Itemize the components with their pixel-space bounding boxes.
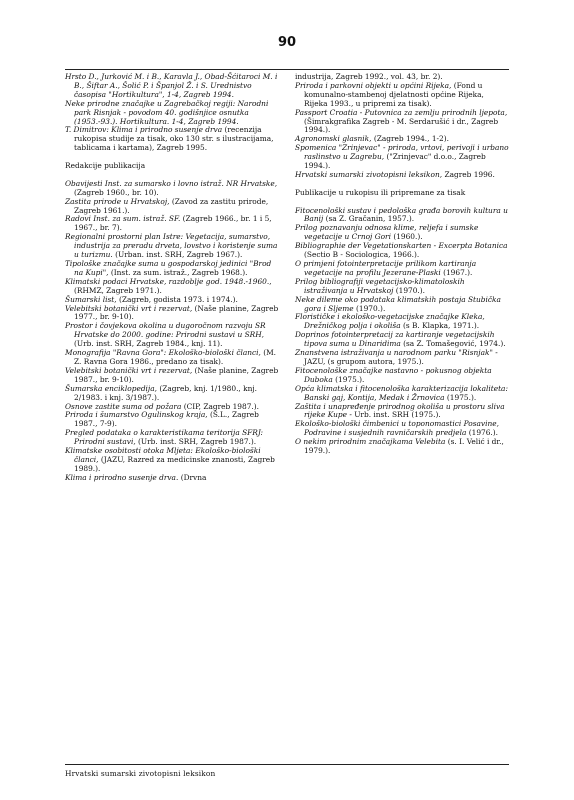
entry-title: Regionalni prostorni plan Istre: Vegetacija, sumarstvo, industrija za preradu drveta, lovstvo i koristenje suma u turizmu. xyxy=(65,232,278,260)
left-column xyxy=(65,73,279,483)
bibliography-entry xyxy=(295,224,509,242)
bibliography-entry xyxy=(295,242,509,260)
entry-title: Fitocenološke značajke nastavno - pokusnog objekta Duboka xyxy=(295,365,492,384)
entry-title: Šumarska enciklopedija, xyxy=(65,383,157,393)
header-rule xyxy=(65,69,509,70)
bibliography-entry xyxy=(295,260,509,278)
entry-title: Prostor i čovjekova okolina u dugoročnom razvoju SR Hrvatske do 2000. godine: Prirodni sustavi u SRH, xyxy=(65,321,266,340)
entry-title: Hrvatski sumarski zivotopisni leksikon, xyxy=(295,169,443,179)
entry-details: (1975.). xyxy=(335,374,365,384)
entry-title: Tipološke značajke suma u gospodarskoj jedinici "Brod na Kupi", xyxy=(65,259,272,277)
entry-details: (sa Z. Gračanin, 1957.). xyxy=(325,214,415,224)
bibliography-entry xyxy=(65,411,279,429)
bibliography-entry xyxy=(295,296,509,314)
entry-details: (Naše planine, Zagreb 1977., br. 9-10). xyxy=(74,303,279,322)
right-column xyxy=(295,73,509,456)
entry-title: Klima i prirodno susenje drva. xyxy=(65,472,179,482)
entry-details: (1976.). xyxy=(468,428,499,438)
entry-title: Florističke i ekološko-vegetacijske značajke Kleka, Drežničkog polja i okoliša xyxy=(295,312,485,331)
entry-title: Monografija "Ravna Gora": Ekološko-biološki članci, xyxy=(65,348,261,358)
entry-title: Passport Croatia - Putovnica za zemlju prirodnih ljepota, xyxy=(295,107,508,117)
entry-title: Doprinos fotointerpretacij za kartiranje vegetacijskih tipova suma u Dinaridima xyxy=(295,330,495,349)
bibliography-entry xyxy=(295,144,509,171)
entry-title: Šumarski list, xyxy=(65,294,117,304)
entry-title: Prilog bibliografiji vegetacijsko-klimatoloskih istraživanja u Hrvatskoj xyxy=(295,276,465,295)
bibliography-entry xyxy=(295,278,509,296)
bibliography-entry xyxy=(295,82,509,109)
section-heading: Publikacije u rukopisu ili pripremane za tisak xyxy=(295,187,466,197)
entry-details: (s B. Klapka, 1971.). xyxy=(402,321,480,331)
bibliography-entry xyxy=(295,385,509,403)
entry-title: Ekološko-biološki čimbenici u toponomastici Posavine, Podravine i susjednih ravničarskih predjela xyxy=(295,419,499,438)
entry-details: (RHMZ, Zagreb 1971.). xyxy=(74,285,162,295)
entry-details: (Naše planine, Zagreb 1987., br. 9-10). xyxy=(74,365,279,384)
bibliography-entry xyxy=(295,313,509,331)
bibliography-entry xyxy=(65,126,279,153)
bibliography-entry xyxy=(65,73,279,100)
entry-title: Klimatske osobitosti otoka Mljeta: Ekološko-biološki članci, xyxy=(65,446,261,464)
entry-details: (Zavod za zastitu prirode, Zagreb 1961.). xyxy=(74,196,269,215)
entry-title: T. Dimitrov: Klima i prirodno susenje drva xyxy=(65,125,223,135)
entry-title: Fitocenološki sustav i pedološka građa borovih kultura u Banij xyxy=(295,205,508,224)
entry-title: Velebitski botanički vrt i rezervat, xyxy=(65,365,193,375)
bibliography-entry xyxy=(295,349,509,367)
entry-title: Znanstvena istraživanja u narodnom parku "Risnjak" - xyxy=(295,348,498,358)
section-heading: Redakcije publikacija xyxy=(65,161,146,171)
entry-details: (1967.). xyxy=(443,267,473,277)
bibliography-entry xyxy=(65,385,279,403)
entry-details: (sa Z. Tomašegović, 1974.). xyxy=(403,339,506,349)
bibliography-entry xyxy=(295,331,509,349)
page-number: 90 xyxy=(277,35,297,50)
entry-title: Zaštita i unapređenje prirodnog okoliša u prostoru sliva rijeke Kupe - xyxy=(295,401,505,420)
bibliography-entry xyxy=(65,322,279,349)
entry-details: (Drvna xyxy=(180,472,207,482)
entry-title: Opća klimatska i fitocenološka karakterizacija lokaliteta: Banski gaj, Kontija, Medak i Žrnovica xyxy=(295,383,508,402)
bibliography-entry xyxy=(65,233,279,260)
entry-title: Bibliographie der Vegetationskarten - Excerpta Botanica xyxy=(295,241,508,251)
entry-title: Zastita prirode u Hrvatskoj, xyxy=(65,196,170,206)
entry-details: (Š.L., Zagreb 1987., 7-9). xyxy=(74,410,259,429)
footer-rule xyxy=(65,764,509,765)
entry-details: Urb. inst. SRH (1975.). xyxy=(354,410,441,420)
entry-details: ("Zrinjevac" d.o.o., Zagreb 1994.). xyxy=(304,152,486,171)
bibliography-entry xyxy=(295,367,509,385)
entry-details: (Zagreb 1966., br. 1 i 5, 1967., br. 7). xyxy=(74,214,272,233)
entry-details: Zagreb 1996. xyxy=(444,169,495,179)
entry-details: (Šimrakgrafika Zagreb - M. Serdarušić i dr., Zagreb 1994.). xyxy=(304,116,499,135)
bibliography-entry xyxy=(65,260,279,278)
entry-details: (CIP, Zagreb 1987.). xyxy=(183,401,259,411)
entry-details: (s. I. Velić i dr., 1979.). xyxy=(304,437,504,456)
bibliography-entry xyxy=(295,438,509,456)
entry-title: Obavijesti Inst. za sumarsko i lovno istraž. NR Hrvatske, xyxy=(65,178,278,188)
bibliography-entry xyxy=(65,198,279,216)
entry-details: (Zagreb, godista 1973. i 1974.). xyxy=(118,294,238,304)
bibliography-entry xyxy=(65,278,279,296)
bibliography-entry xyxy=(295,171,509,180)
entry-title: Velebitski botanički vrt i rezervat, xyxy=(65,303,193,313)
entry-details: (Sectio B - Sociologica, 1966.). xyxy=(304,250,420,260)
entry-details: (M. Z. Ravna Gora 1986., predano za tisak). xyxy=(74,348,277,366)
entry-details: (1970.). xyxy=(356,303,386,313)
entry-details: (Zagreb, knj. 1/1980., knj. 2/1983. i knj. 3/1987.). xyxy=(74,383,257,402)
entry-title: O primjeni fotointerpretacije prilikom kartiranja vegetacije na profilu Jezerane-Plaski xyxy=(295,259,477,277)
entry-title: Osnove zastite suma od požara xyxy=(65,401,182,411)
bibliography-entry xyxy=(65,429,279,447)
entry-details: (1960.). xyxy=(393,232,423,242)
entry-title: Priroda i parkovni objekti u općini Rijeka, xyxy=(295,80,452,90)
bibliography-entry xyxy=(295,109,509,136)
entry-details: industrija, Zagreb 1992., vol. 43, br. 2). xyxy=(295,72,443,81)
entry-title: Spomenica "Zrinjevac" - priroda, vrtovi, perivoji i urbano raslinstvo u Zagrebu, xyxy=(295,143,509,162)
bibliography-entry xyxy=(295,420,509,438)
entry-details: (Zagreb 1960., br. 10). xyxy=(74,187,159,197)
bibliography-entry xyxy=(65,474,279,483)
entry-details: (Urb. inst. SRH, Zagreb 1984., knj. 11). xyxy=(74,339,223,349)
entry-title: Neke prirodne značajke u Zagrebačkoj regiji: Narodni park Risnjak - povodom 40. godišnjice osnutka (1953.-93.). Hortikultura. 1-4, Zagreb 1994. xyxy=(65,98,269,126)
entry-details: (Urban. inst. SRH, Zagreb 1967.). xyxy=(115,250,243,260)
entry-details: (recenzija rukopisa studije za tisak, oko 130 str. s ilustracijama, tablicama i kartama), Zagreb 1995. xyxy=(74,125,274,153)
bibliography-entry xyxy=(295,403,509,421)
entry-title: Prilog poznavanju odnosa klime, reljefa i sumske vegetacije u Crnoj Gori xyxy=(295,223,479,242)
bibliography-entry xyxy=(65,100,279,127)
entry-title: Klimatski podaci Hrvatske, razdoblje god. 1948.-1960., xyxy=(65,276,272,286)
entry-details: (Fond u komunalno-stambenoj djelatnosti općine Rijeka, Rijeka 1993., u pripremi za tisak). xyxy=(304,80,484,108)
entry-details: (1970.). xyxy=(395,285,426,295)
entry-title: O nekim prirodnim značajkama Velebita xyxy=(295,437,446,447)
bibliography-entry xyxy=(65,367,279,385)
entry-details: (Zagreb 1994., 1-2). xyxy=(373,134,449,144)
bibliography-entry xyxy=(65,305,279,323)
bibliography-entry xyxy=(65,447,279,474)
entry-title: Priroda i šumarstvo Ogulinskog kraja, xyxy=(65,410,208,420)
bibliography-entry xyxy=(65,180,279,198)
entry-title: Agronomski glasnik, xyxy=(295,134,372,144)
entry-details: JAZU, (s grupom autora, 1975.). xyxy=(304,356,424,366)
bibliography-entry xyxy=(65,349,279,367)
entry-title: Pregled podataka o karakteristikama teritorija SFRJ: Prirodni sustavi, xyxy=(65,428,263,447)
entry-details: (JAZU, Razred za medicinske znanosti, Zagreb 1989.). xyxy=(74,454,275,473)
bibliography-entry xyxy=(295,207,509,225)
bibliography-entry xyxy=(65,215,279,233)
entry-title: Neke dileme oko podataka klimatskih postaja Stubička gora i Sljeme xyxy=(295,294,501,313)
entry-details: (1975.). xyxy=(446,392,477,402)
entry-title: Radovi Inst. za sum. istraž. SF. xyxy=(65,214,181,224)
entry-details: (Urb. inst. SRH, Zagreb 1987.). xyxy=(138,437,257,447)
running-footer: Hrvatski sumarski zivotopisni leksikon xyxy=(65,769,216,778)
entry-details: (Inst. za sum. istraž., Zagreb 1968.). xyxy=(110,267,248,277)
entry-title: Hrsto D., Jurković M. i B., Karavla J., Obad-Šćitaroci M. i B., Šiftar A., Šolić P. i Španjol Ž. i S. Urednistvo časopisa "Hortikultura", 1-4, Zagreb 1994. xyxy=(65,72,278,99)
